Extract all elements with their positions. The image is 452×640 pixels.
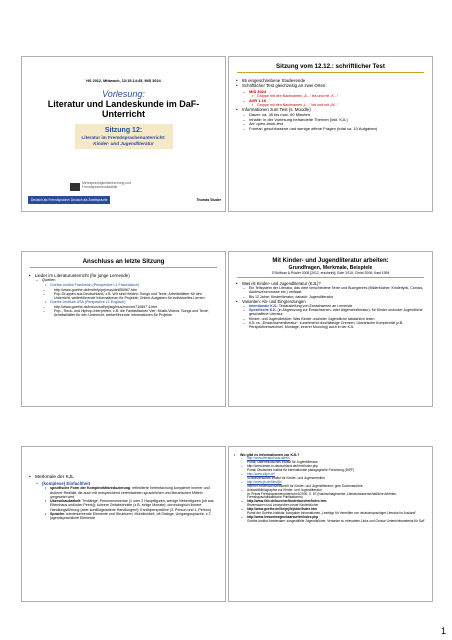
variant: – Kinder- und Jugendlektüre: Was Kinder und/oder Jugendliche tatsächlich lesen (235, 317, 424, 321)
heading-rule (237, 277, 424, 278)
slide-heading: Anschluss an letzte Sitzung (82, 258, 165, 265)
resource-link[interactable]: – http://www.sikjm.ch/ (233, 473, 426, 477)
bullet: • 65 eingeschriebene Studierende (235, 78, 424, 83)
resource-description: Portal der Goethe-Instituts: kompakte Informationen „Lesetipp für Vermittler von deutschsprachiger Literatur im Ausland“ (247, 511, 417, 516)
location-2-group: • Gruppe mit den Nachnamen „L...“ bis und mit „W...“ (235, 103, 424, 107)
resource-description: Schweizerisches Institut für Kinder- und Jugendmedien (247, 475, 325, 480)
location-1: – MIS 3024 (235, 89, 424, 94)
heading-rule (30, 267, 217, 268)
resource-link[interactable]: – http://www.literaturhaus.at/mb/ (233, 457, 426, 461)
session-subtitle: Literatur im Fremdsprachenunterricht: (81, 135, 166, 141)
resource-description: in: Praxis Fremdsprachenunterricht 6/2009, S. 57 (Nachschlagewerke, Literaturwissenschaftliche Arbeiten, Fremdsprachdidaktische Publikationen) (247, 491, 398, 500)
location-2: – AVR 1.16 (235, 98, 424, 103)
variant-term: Spezifische KJL (249, 308, 277, 313)
resource-description: Internet-Rezensionszeitschrift für Kinder- und Jugendliteratur; gute Suchmaschine (247, 483, 363, 488)
author-name: Thomas Studer (196, 197, 221, 202)
source-goethe-france: • Goethe-Institut Frankreich (Perspektive L1 Französisch) (28, 283, 217, 287)
resource-description: Goethe-Institut Amsterdam: zusgewählte Jugendbücher, Verweise zu relevanten Links und Grosse Unterrichtsmaterial für DaF (247, 518, 425, 523)
lecture-label: Vorlesung: (102, 89, 145, 100)
resource-description: Rezensionen und Leseproben neuer Kinderbücher (247, 503, 319, 508)
slide-subheading: Grundfragen, Merkmale, Beispiele (288, 265, 373, 271)
test-content: – Inhalte: in der Vorlesung behandelte Themen (inkl. KJL) (235, 118, 424, 123)
feature-term: Sprache (50, 511, 65, 516)
test-format: – Format: geschlossene und wenige offene Fragen (total ca. 10 Aufgaben) (235, 127, 424, 132)
resource-link[interactable]: – http://www.leesontwegmekaarsurfen/index.php (233, 516, 426, 520)
references: O'Sullivan & Rösler 2008 [2012, erscheint]; Eder 2010; Christ 2006; Kast 1994 (271, 271, 390, 275)
bullet: • Lieder im Literaturunterricht (für junge Lernende) (28, 273, 217, 278)
resource-link[interactable]: – http://www.lesen-in-deutschland.de/html/index.php (233, 465, 426, 469)
slide-heading: Mit Kinder- und Jugendliteratur arbeiten: (272, 258, 389, 264)
department-label: Deutsch als Fremdsprache/ Deutsch als Zweitsprache (28, 196, 110, 204)
resource-link[interactable]: – http://www.goethe.de/lhr/prj/lej/ulde/index.htm (233, 508, 426, 512)
bullet: • Wo gibt es Informationen zur KJL? (233, 453, 426, 457)
slide-title (21, 56, 226, 212)
session-title: Sitzung 12: (104, 127, 143, 135)
source-description: – Pop-, Rock- und Hiphop-Interpreten, z.B. die Fantastischen Vier: Musik-Videos, Songs und Texte, Arbeitsblätter für den Unterricht, weiterführende Informationen für Projekte (28, 309, 217, 318)
sources-label: – Quellen (28, 278, 217, 283)
slide-test-info (228, 56, 433, 212)
source-link[interactable]: – http://www.goethe.de/ins/us/saf/prj/stg/mus/mov/en710857 4.htm (28, 305, 217, 309)
page-number: 1 (440, 626, 446, 636)
slide-kjl-resources (228, 446, 433, 602)
bullet: • Varianten: Ab- und Eingrenzungen (235, 299, 424, 304)
bullet: • Schriftlicher Test gleichzeitig an zwei Orten: (235, 83, 424, 88)
feature-heading: – (komplexe) Einfachheit (28, 481, 217, 486)
variant-text: : Textauslellung von Erwachsenen an Lernende (276, 303, 353, 308)
source-link[interactable]: – http://www.goethe.de/ins/fr/lp/prj/mus/de850967.htm (28, 288, 217, 292)
bullet: • Informationen zum Test (s. Moodle) (235, 107, 424, 112)
institute-logo-icon (70, 183, 80, 191)
bullet: • Was ist Kinder- und Jugendliteratur (KJL)? (235, 281, 424, 286)
test-duration: – Dauer: ca. 45 bis max. 60 Minuten (235, 113, 424, 118)
variant-text: (in Abgrenzung zur Erwachsenen- oder Allgemeinliteratur): für Kinder und/oder Jugendliche geschaffene Literatur (249, 308, 423, 317)
feature-text: : wiederkehrende Elemente und Strukturen; Mündlichkeit, oft Dialoge, Umgangssprache, z.T. jugendsprachliche Elemente (50, 511, 212, 521)
title-footer (28, 195, 221, 204)
variant-term: Intentionale KJL (249, 303, 277, 308)
resource-link[interactable]: – http://www.lirix.de/buecher/kinderbuecher/index.htm (233, 500, 426, 504)
slide-songs (21, 251, 226, 407)
bullet: • Merkmale der KJL (28, 475, 217, 481)
variant: – KJL vs. „Erwachsenenliteratur“: zunehmend durchlässige Grenzen; Literarische Komplexität (z.B. Perspektivenwechsel, Montage, innerer Monolog) auch in der KJL (235, 321, 424, 330)
feature-text: : reflektierte Vereinfachung komplexer innerer und äußerer Realität, die auch mit entsprechend vereinfachten sprachlichen und literarischen Mitteln umgesetzt wird (50, 486, 210, 499)
slide-heading: Sitzung vom 12.12.: schriftlicher Test (276, 63, 385, 70)
resource-title: – Auswahlbibliographie zur Kinder- und Jugendliteratur (233, 489, 426, 493)
course-header: HS 2012, Mittwoch, 13:15-14:45, MIS 3024 (86, 79, 161, 83)
slide-kjl-features (21, 446, 226, 602)
slide-kjl-basics (228, 251, 433, 407)
feature-term: spezifische Form der Komplexitätsreduzierung (50, 486, 131, 491)
resource-description: Portal; Österreichisches Institut für Jugendliteratur (247, 460, 318, 465)
feature-term: Überschaubarkeit (50, 499, 81, 504)
source-goethe-usa: • Goethe-Institute USA (Perspektive L1 Englisch) (28, 300, 217, 304)
resource-description: Portal; Deutsches Institut für internationale pädagogische Forschung (DIPF) (247, 468, 355, 473)
source-description: – Pop-Gruppen aus Deutschland, z.B. Wir sind Helden: Songs und Texte, Arbeitsblätter für den Unterricht, weiterführende Informationen für Projekte; Online-Aufgaben für individuelles Lernen (28, 292, 217, 301)
institute-name: Mehrsprachigkeitsforschung und Fremdsprachendidaktik (82, 181, 132, 189)
resource-link[interactable]: – http://www.ijb.de/files/ijb/ (233, 481, 426, 485)
definition: – Bis 12 Jahre: Kinderliteratur; danach: Jugendliteratur (235, 295, 424, 299)
definition: – Ein Teilsystem der Literatur, das viele verschiedene Texte und Buchgenres (Bilderbücher, Kinderlyrik, Comics, Adoleszenzromane etc.) umfasst (235, 286, 424, 295)
feature-text: : Textlänge; Personeninventar (1 oder 2 Hauptfiguren, wenige Nebenfiguren [oft aus Elternhaus und/oder Peers]); kürzere Zeitabschnitte (z.B. einige Monate); chronologisch lineare Handlungsführung (aber konfliktgeladene Handlungen!); Erzählperspektive (3. Person und 1. Person) (50, 499, 214, 512)
heading-rule (237, 72, 424, 73)
location-1-group: • Gruppe mit den Nachnamen „A...“ bis und mit „K...“ (235, 94, 424, 98)
test-type: – Art: open-book-test (235, 122, 424, 127)
session-topic: Kinder- und Jugendliteratur (93, 140, 154, 146)
lecture-title: Literatur und Landeskunde im DaF-Unterricht (47, 99, 200, 120)
